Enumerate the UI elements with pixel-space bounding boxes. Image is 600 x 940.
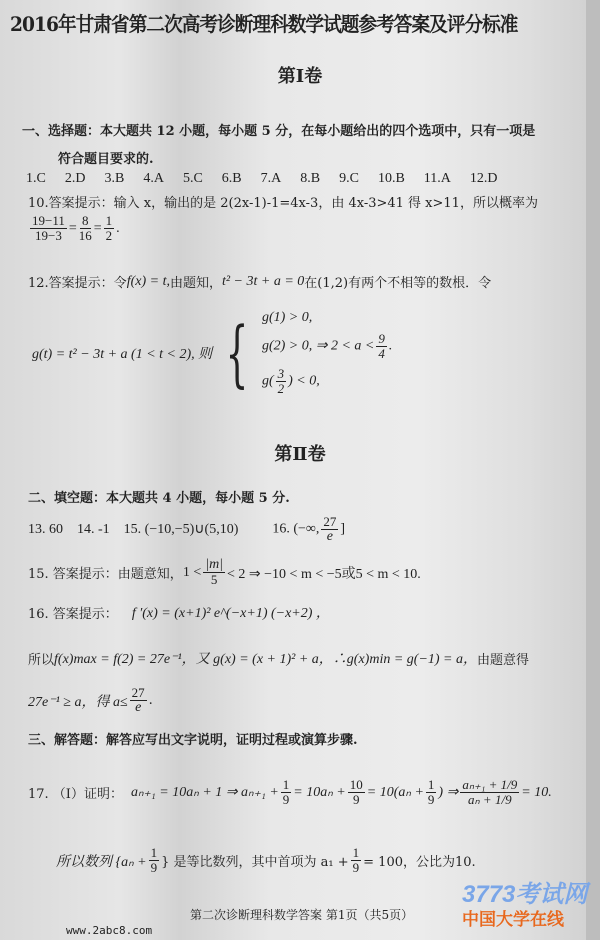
equals: = [93,220,102,236]
text: 16. 答案提示： [28,606,118,622]
numerator: 3 [277,366,285,381]
volume-1-heading: 第Ⅰ卷 [277,66,323,87]
text: 由题知， [169,276,222,291]
q17-line2 [56,846,476,875]
text: 所以 [28,652,55,668]
numerator: 19−11 [32,213,65,228]
answer: 15. (−10,−5)∪(5,10) [123,522,239,537]
condition-1: g(1) > 0, [261,310,313,325]
numerator: 8 [82,213,89,228]
denominator: 9 [282,792,290,807]
text: g(2) > 0, ⇒ 2 < a < [261,338,375,354]
math: = 10aₙ + [293,785,346,800]
section-2-heading: 二、填空题：本大题共 4 小题，每小题 5 分. [28,491,290,506]
text: ) < 0, [288,373,320,389]
answer: 8.B [300,171,321,186]
condition-2 [262,332,392,361]
math: 所以数列 {aₙ + [56,854,147,870]
denominator: 2 [277,381,285,396]
denominator: 9 [427,792,435,807]
math-g: g(t) = t² − 3t + a (1 < t < 2), 则 [32,347,213,362]
document-title: 2016年甘肃省第二次高考诊断理科数学试题参考答案及评分标准 [10,12,518,36]
q16-line3 [28,686,153,715]
math: f(x)max = f(2) = 27e⁻¹，又 g(x) = (x + 1)² + a，∴g(x)min = g(−1) = a， [54,652,477,667]
numerator: 1 [427,777,435,792]
q10-hint: 10.答案提示：输入 x，输出的是 2(2x-1)-1=4x-3，由 4x-3>41 得 x>11，所以概率为 [28,196,538,211]
section-3-heading: 三、解答题：解答应写出文字说明，证明过程或演算步骤. [28,733,358,748]
period: . [388,338,393,354]
math: f(x) = t, [126,273,170,289]
condition-3 [262,367,392,396]
answer: 9.C [339,171,359,186]
equals: = [68,220,77,236]
denominator: e [135,700,142,715]
answer: 6.B [221,171,242,186]
numerator: aₙ₊₁ + 1/9 [462,777,518,792]
answer: 5.C [182,171,203,186]
text: ] [340,521,346,537]
denominator: aₙ + 1/9 [468,792,512,807]
q15-hint [28,558,421,587]
numerator: 27 [323,514,337,529]
denominator: 9 [150,860,158,875]
answer: 2.D [64,171,86,186]
denominator: 2 [105,228,113,243]
numerator: 1 [105,213,113,228]
numerator: 9 [378,331,385,346]
text: 16. (−∞, [272,521,320,537]
numerator: 10 [349,777,363,792]
q16-line2 [28,648,529,668]
text: 在(1,2)有两个不相等的数根．令 [304,276,492,291]
choice-answers [26,171,498,187]
q12-hint [28,272,491,291]
section-1-heading-cont: 符合题目要求的. [58,152,154,167]
denominator: 4 [378,346,385,361]
answer: 7.A [260,171,282,186]
answer: 12.D [469,171,498,186]
denominator: e [326,529,334,544]
watermark-brand: 3773考试网 [462,881,588,908]
numerator: 27 [131,685,145,700]
answer: 14. -1 [77,521,110,537]
q17-proof [28,778,552,807]
source-url: www.2abc8.com [66,924,153,937]
answer: 10.B [377,171,405,186]
answer-16 [272,515,345,544]
math: ) ⇒ [438,785,459,800]
period: . [148,693,153,708]
page-edge [586,0,600,940]
math: = 10(aₙ + [366,785,424,800]
denominator: 9 [353,792,360,807]
math: < 2 ⇒ −10 < m < −5或5 < m < 10. [227,566,421,582]
math: t² − 3t + a = 0 [221,273,305,289]
math: = 10. [521,784,552,800]
text: 由题意得 [477,652,530,668]
math: aₙ₊₁ = 10aₙ + 1 ⇒ aₙ₊₁ + [130,785,279,800]
text: } 是等比数列，其中首项为 a₁ + [161,855,349,870]
math: f ′(x) = (x+1)² e^(−x+1) (−x+2) ， [131,606,330,621]
math: 27e⁻¹ ≥ a，得 a≤ [28,694,128,710]
denominator: 5 [210,572,218,587]
math: 1 < [182,564,202,580]
text: g( [261,373,274,389]
watermark-sub: 中国大学在线 [462,910,564,930]
brace: { [225,311,249,395]
text: 12.答案提示：令 [28,276,127,291]
period: . [116,220,120,236]
volume-2-heading: 第Ⅱ卷 [274,444,326,465]
fill-answers [28,515,345,544]
q16-hint [28,602,330,622]
numerator: |m| [205,557,224,572]
denominator: 9 [352,860,360,875]
numerator: 1 [282,777,290,792]
q12-system [32,310,392,396]
answer: 4.A [143,171,164,186]
answer: 1.C [26,171,46,186]
numerator: 1 [352,845,360,860]
text: 15. 答案提示：由题意知， [28,567,183,582]
page-footer: 第二次诊断理科数学答案 第1页（共5页） [190,908,414,922]
label: 17. （Ⅰ）证明： [28,787,123,802]
text: = 100，公比为10. [363,855,476,870]
q10-fraction [28,214,120,243]
answer: 3.B [104,171,125,186]
numerator: 1 [150,845,158,860]
section-1-heading: 一、选择题：本大题共 12 小题，每小题 5 分，在每小题给出的四个选项中，只有一项是 [22,124,536,139]
answer: 11.A [423,171,451,186]
denominator: 19−3 [35,228,62,243]
answer: 13. 60 [28,521,63,537]
denominator: 16 [78,228,92,243]
